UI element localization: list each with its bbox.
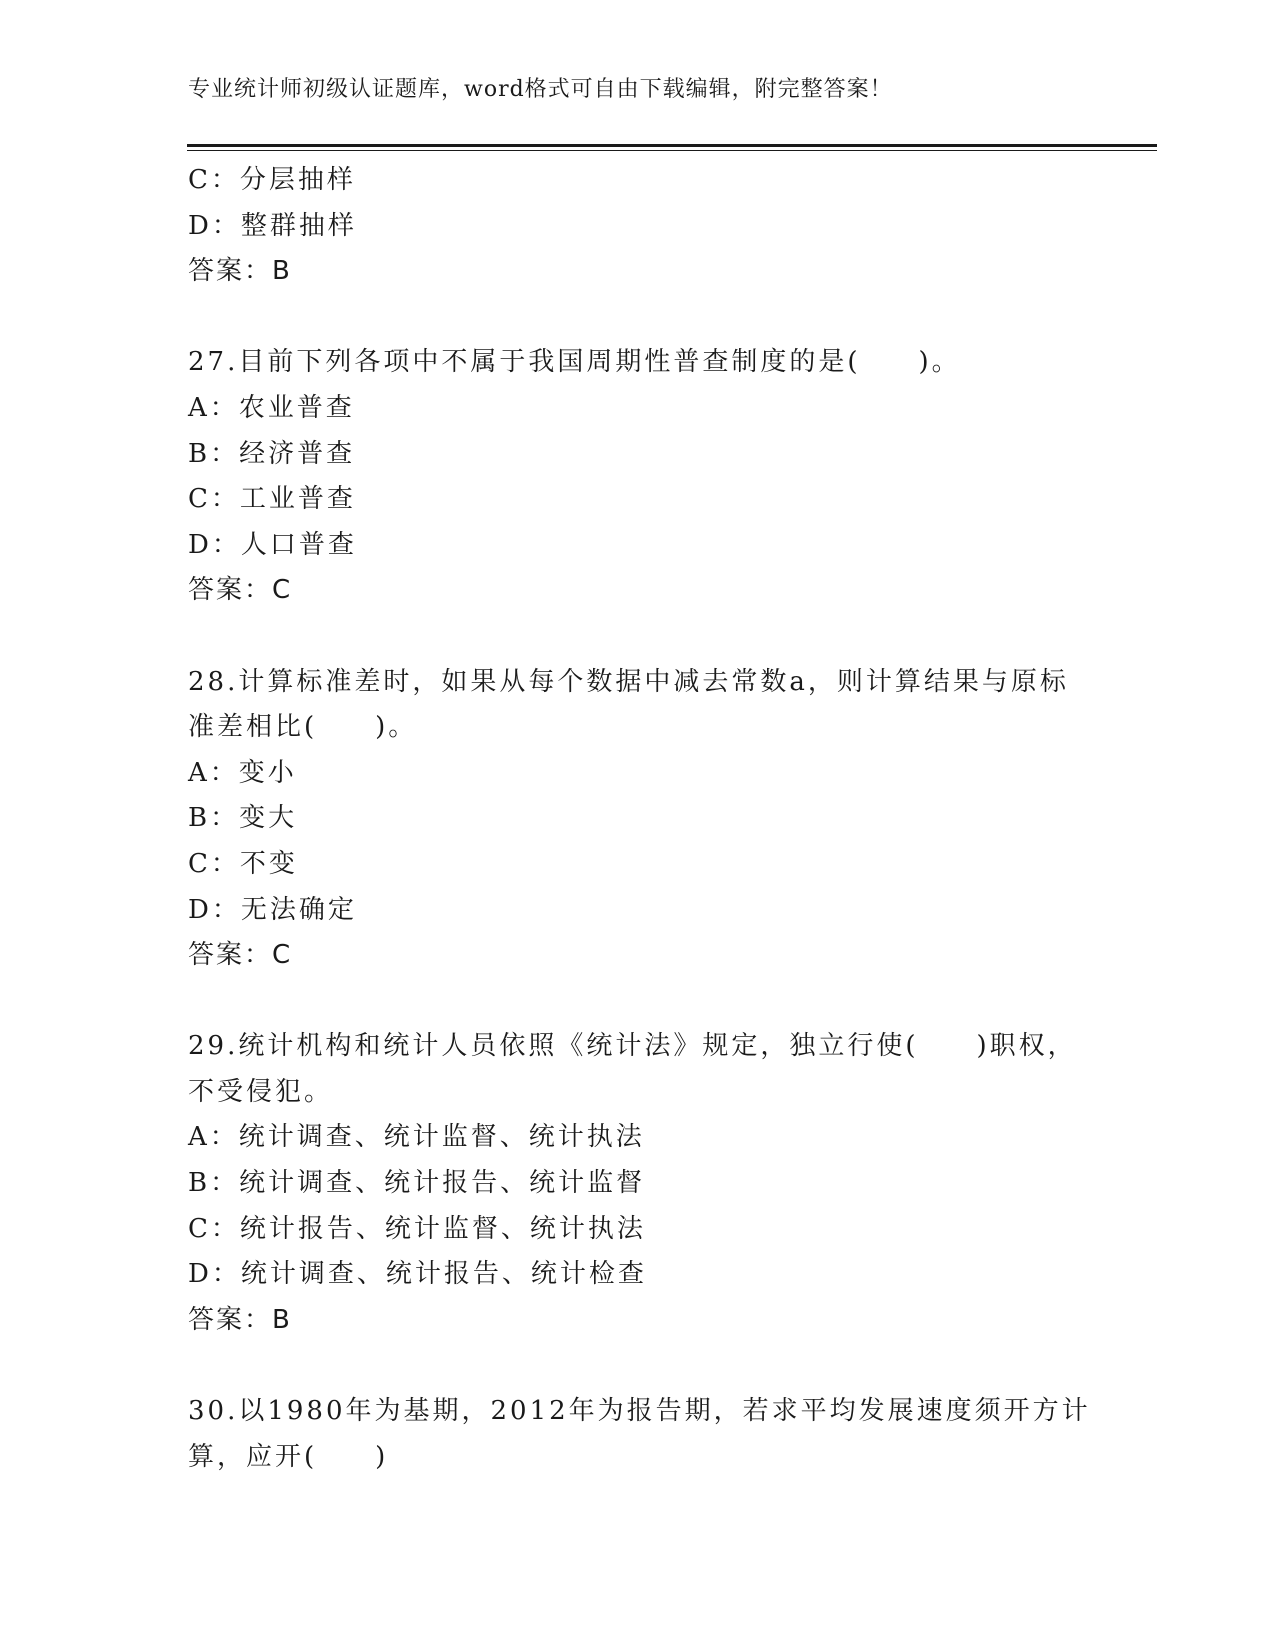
header-rule-thin — [187, 150, 1157, 151]
option-c: C：统计报告、统计监督、统计执法 — [188, 1213, 646, 1244]
answer-line: 答案：B — [188, 1304, 292, 1335]
option-a: A：变小 — [188, 757, 297, 788]
question-30-text: 30.以1980年为基期，2012年为报告期，若求平均发展速度须开方计 — [188, 1396, 1091, 1427]
question-28-text: 28.计算标准差时，如果从每个数据中减去常数a，则计算结果与原标 — [188, 666, 1069, 697]
spacer — [188, 614, 1088, 660]
option-a: A：统计调查、统计监督、统计执法 — [188, 1122, 645, 1153]
option-d: D：无法确定 — [188, 894, 357, 925]
question-29-text: 29.统计机构和统计人员依照《统计法》规定，独立行使( )职权， — [188, 1031, 1077, 1062]
option-d: D：统计调查、统计报告、统计检查 — [188, 1259, 647, 1290]
option-b: B：统计调查、统计报告、统计监督 — [188, 1168, 646, 1199]
spacer — [188, 295, 1088, 341]
question-29-text-cont: 不受侵犯。 — [188, 1076, 334, 1107]
option-c: C：工业普查 — [188, 484, 356, 515]
spacer — [188, 979, 1088, 1025]
header-rule-thick — [187, 144, 1157, 147]
answer-line: 答案：B — [188, 256, 292, 287]
question-30-text-cont: 算，应开( ) — [188, 1441, 389, 1472]
option-a: A：农业普查 — [188, 392, 355, 423]
spacer — [188, 1343, 1088, 1389]
answer-line: 答案：C — [188, 940, 293, 971]
question-content — [188, 158, 1091, 1480]
option-d: D：人口普查 — [188, 529, 357, 560]
option-c: C：不变 — [188, 848, 298, 879]
option-b: B：经济普查 — [188, 438, 356, 469]
option-d: D：整群抽样 — [188, 210, 357, 241]
option-c: C：分层抽样 — [188, 165, 356, 195]
answer-line: 答案：C — [188, 575, 293, 606]
question-28-text-cont: 准差相比( )。 — [188, 712, 418, 743]
option-b: B：变大 — [188, 803, 298, 834]
question-27-text: 27.目前下列各项中不属于我国周期性普查制度的是( )。 — [188, 347, 961, 378]
page-header: 专业统计师初级认证题库，word格式可自由下载编辑，附完整答案！ — [188, 77, 893, 102]
